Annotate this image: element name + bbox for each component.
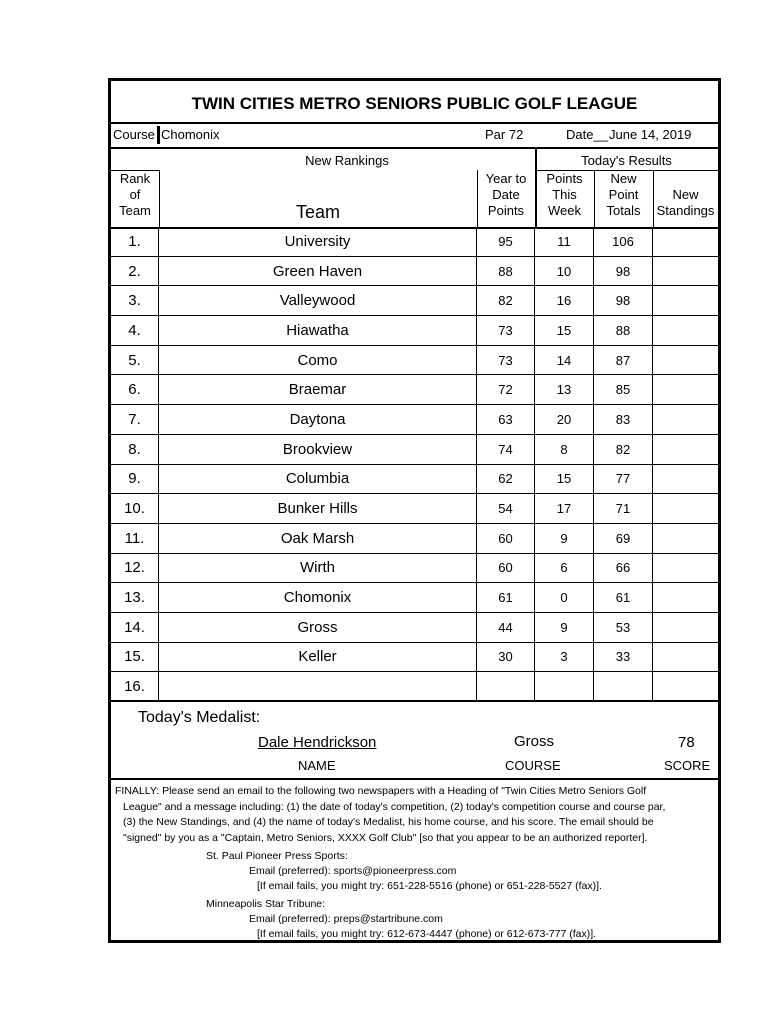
- name-caption: NAME: [298, 758, 336, 773]
- table-row: [111, 672, 718, 702]
- new-rankings-heading: New Rankings: [305, 153, 389, 168]
- week-header-line: Week: [548, 203, 581, 218]
- course-label: Course: [113, 127, 155, 142]
- total-points-cell: 82: [594, 435, 653, 464]
- new-standing-cell[interactable]: [653, 672, 718, 700]
- new-standing-cell[interactable]: [653, 316, 718, 345]
- team-cell: Wirth: [159, 554, 477, 583]
- total-points-cell: [594, 672, 653, 700]
- ytd-points-cell: 44: [477, 613, 535, 642]
- table-row: [111, 227, 718, 257]
- new-standing-cell[interactable]: [653, 375, 718, 404]
- medalist-section: [111, 703, 718, 780]
- table-row: [111, 375, 718, 405]
- star-tribune-alt: [If email fails, you might try: 612-673-4447 (phone) or 612-673-777 (fax)].: [257, 928, 597, 940]
- ytd-header: [477, 171, 535, 219]
- table-row: [111, 554, 718, 584]
- rank-cell: 2.: [111, 257, 159, 286]
- ytd-points-cell: 30: [477, 643, 535, 672]
- total-points-cell: 61: [594, 583, 653, 612]
- team-cell: Daytona: [159, 405, 477, 434]
- new-standing-cell[interactable]: [653, 405, 718, 434]
- ytd-header-line: Points: [487, 203, 525, 218]
- team-cell: Green Haven: [159, 257, 477, 286]
- team-cell: Hiawatha: [159, 316, 477, 345]
- week-points-cell: 15: [535, 465, 594, 494]
- ytd-points-cell: 61: [477, 583, 535, 612]
- week-header-line: This: [552, 187, 577, 202]
- week-points-cell: 3: [535, 643, 594, 672]
- rank-cell: 14.: [111, 613, 159, 642]
- rank-header-line: Team: [119, 203, 151, 218]
- week-points-cell: 14: [535, 346, 594, 375]
- total-header-line: Totals: [606, 203, 641, 218]
- course-caption: COURSE: [505, 758, 561, 773]
- total-points-cell: 53: [594, 613, 653, 642]
- table-row: [111, 524, 718, 554]
- medalist-label: Today's Medalist:: [138, 709, 261, 726]
- team-cell: Brookview: [159, 435, 477, 464]
- rank-cell: 3.: [111, 286, 159, 315]
- par-label: Par 72: [485, 127, 524, 142]
- table-row: [111, 316, 718, 346]
- ytd-points-cell: 72: [477, 375, 535, 404]
- pioneer-press-title: St. Paul Pioneer Press Sports:: [206, 850, 348, 862]
- instructions-line: FINALLY: Please send an email to the following two newspapers with a Heading of "Twin Cities Metro Seniors Golf: [115, 785, 647, 797]
- new-standing-cell[interactable]: [653, 346, 718, 375]
- rank-cell: 4.: [111, 316, 159, 345]
- rank-cell: 10.: [111, 494, 159, 523]
- rank-cell: 15.: [111, 643, 159, 672]
- ytd-points-cell: 73: [477, 346, 535, 375]
- new-standing-cell[interactable]: [653, 227, 718, 256]
- star-tribune-email: Email (preferred): preps@startribune.com: [249, 913, 443, 925]
- week-header-line: Points: [546, 171, 583, 186]
- total-points-cell: 106: [594, 227, 653, 256]
- total-points-cell: 33: [594, 643, 653, 672]
- rank-cell: 8.: [111, 435, 159, 464]
- rank-cell: 13.: [111, 583, 159, 612]
- total-points-cell: 66: [594, 554, 653, 583]
- week-points-cell: 15: [535, 316, 594, 345]
- week-points-cell: 9: [535, 613, 594, 642]
- date-label: Date__: [566, 127, 608, 142]
- total-points-cell: 69: [594, 524, 653, 553]
- ytd-points-cell: 88: [477, 257, 535, 286]
- week-points-cell: 13: [535, 375, 594, 404]
- team-cell: Oak Marsh: [159, 524, 477, 553]
- rank-cell: 16.: [111, 672, 159, 700]
- new-standing-cell[interactable]: [653, 257, 718, 286]
- new-standing-cell[interactable]: [653, 643, 718, 672]
- week-points-cell: 20: [535, 405, 594, 434]
- instructions-line: (3) the New Standings, and (4) the name of today's Medalist, his home course, and his score. The email should be: [123, 816, 654, 828]
- total-points-cell: 98: [594, 257, 653, 286]
- ytd-points-cell: [477, 672, 535, 700]
- rank-cell: 12.: [111, 554, 159, 583]
- new-standing-cell[interactable]: [653, 286, 718, 315]
- header-divider: [653, 170, 654, 227]
- new-standing-cell[interactable]: [653, 554, 718, 583]
- week-points-cell: 6: [535, 554, 594, 583]
- week-points-cell: [535, 672, 594, 700]
- pioneer-press-alt: [If email fails, you might try: 651-228-5516 (phone) or 651-228-5527 (fax)].: [257, 880, 602, 892]
- medalist-course: Gross: [514, 733, 555, 750]
- date-field[interactable]: June 14, 2019: [609, 127, 692, 142]
- week-points-cell: 17: [535, 494, 594, 523]
- team-cell: Valleywood: [159, 286, 477, 315]
- instructions-line: "signed" by you as a "Captain, Metro Seniors, XXXX Golf Club" [so that you appear to be an authorized reporter].: [123, 831, 648, 844]
- table-row: [111, 286, 718, 316]
- team-header: Team: [295, 202, 340, 222]
- ytd-points-cell: 95: [477, 227, 535, 256]
- team-cell: University: [159, 227, 477, 256]
- team-cell: Braemar: [159, 375, 477, 404]
- table-row: [111, 643, 718, 673]
- week-points-cell: 11: [535, 227, 594, 256]
- score-caption: SCORE: [664, 758, 711, 773]
- new-standing-cell[interactable]: [653, 435, 718, 464]
- rank-header-line: Rank: [119, 171, 151, 186]
- team-cell: Chomonix: [159, 583, 477, 612]
- standings-header: [653, 187, 718, 219]
- table-row: [111, 613, 718, 643]
- ytd-points-cell: 73: [477, 316, 535, 345]
- ytd-points-cell: 60: [477, 524, 535, 553]
- rank-cell: 6.: [111, 375, 159, 404]
- instructions: [115, 784, 715, 846]
- header-divider: [535, 149, 537, 227]
- table-row: [111, 494, 718, 524]
- week-header: [535, 171, 594, 219]
- week-points-cell: 0: [535, 583, 594, 612]
- pioneer-press-email: Email (preferred): sports@pioneerpress.com: [249, 865, 457, 877]
- week-points-cell: 9: [535, 524, 594, 553]
- header-divider: [159, 170, 160, 227]
- team-cell: Keller: [159, 643, 477, 672]
- table-row: [111, 583, 718, 613]
- instructions-line: League" and a message including: (1) the date of today's competition, (2) today's competition course and course par,: [123, 800, 666, 813]
- page-title: TWIN CITIES METRO SENIORS PUBLIC GOLF LEAGUE: [111, 81, 718, 124]
- info-row: [111, 122, 718, 149]
- standings-table: [111, 227, 718, 702]
- total-points-cell: 98: [594, 286, 653, 315]
- header-divider: [594, 170, 595, 227]
- new-standing-cell[interactable]: [653, 583, 718, 612]
- standings-header-line: Standings: [656, 203, 715, 218]
- team-cell: Columbia: [159, 465, 477, 494]
- team-cell: Como: [159, 346, 477, 375]
- total-points-cell: 77: [594, 465, 653, 494]
- table-row: [111, 405, 718, 435]
- rank-cell: 9.: [111, 465, 159, 494]
- table-header: [111, 149, 718, 229]
- total-header: [594, 171, 653, 219]
- rank-cell: 5.: [111, 346, 159, 375]
- total-points-cell: 85: [594, 375, 653, 404]
- ytd-points-cell: 74: [477, 435, 535, 464]
- text-cursor: [157, 126, 160, 144]
- new-standing-cell[interactable]: [653, 494, 718, 523]
- team-cell: [159, 672, 477, 700]
- team-cell: Gross: [159, 613, 477, 642]
- todays-results-heading: Today's Results: [581, 153, 672, 168]
- ytd-header-line: Date: [492, 187, 520, 202]
- course-field[interactable]: Chomonix: [161, 127, 220, 142]
- total-header-line: New: [610, 171, 637, 186]
- total-points-cell: 87: [594, 346, 653, 375]
- standings-header-line: New: [672, 187, 699, 202]
- week-points-cell: 8: [535, 435, 594, 464]
- table-row: [111, 257, 718, 287]
- rank-header-line: of: [129, 187, 141, 202]
- new-standing-cell[interactable]: [653, 613, 718, 642]
- total-header-line: Point: [608, 187, 639, 202]
- week-points-cell: 16: [535, 286, 594, 315]
- ytd-header-line: Year to: [485, 171, 527, 186]
- total-points-cell: 88: [594, 316, 653, 345]
- ytd-points-cell: 62: [477, 465, 535, 494]
- ytd-points-cell: 63: [477, 405, 535, 434]
- medalist-name: Dale Hendrickson: [258, 734, 377, 751]
- table-row: [111, 465, 718, 495]
- week-points-cell: 10: [535, 257, 594, 286]
- medalist-score: 78: [678, 734, 695, 751]
- new-standing-cell[interactable]: [653, 524, 718, 553]
- star-tribune-title: Minneapolis Star Tribune:: [206, 898, 326, 910]
- ytd-points-cell: 82: [477, 286, 535, 315]
- rank-cell: 7.: [111, 405, 159, 434]
- new-standing-cell[interactable]: [653, 465, 718, 494]
- standings-sheet: [108, 78, 721, 943]
- total-points-cell: 71: [594, 494, 653, 523]
- table-row: [111, 435, 718, 465]
- team-cell: Bunker Hills: [159, 494, 477, 523]
- header-divider: [477, 170, 478, 227]
- ytd-points-cell: 60: [477, 554, 535, 583]
- ytd-points-cell: 54: [477, 494, 535, 523]
- rank-cell: 1.: [111, 227, 159, 256]
- total-points-cell: 83: [594, 405, 653, 434]
- rank-cell: 11.: [111, 524, 159, 553]
- rank-header: [111, 171, 159, 219]
- table-row: [111, 346, 718, 376]
